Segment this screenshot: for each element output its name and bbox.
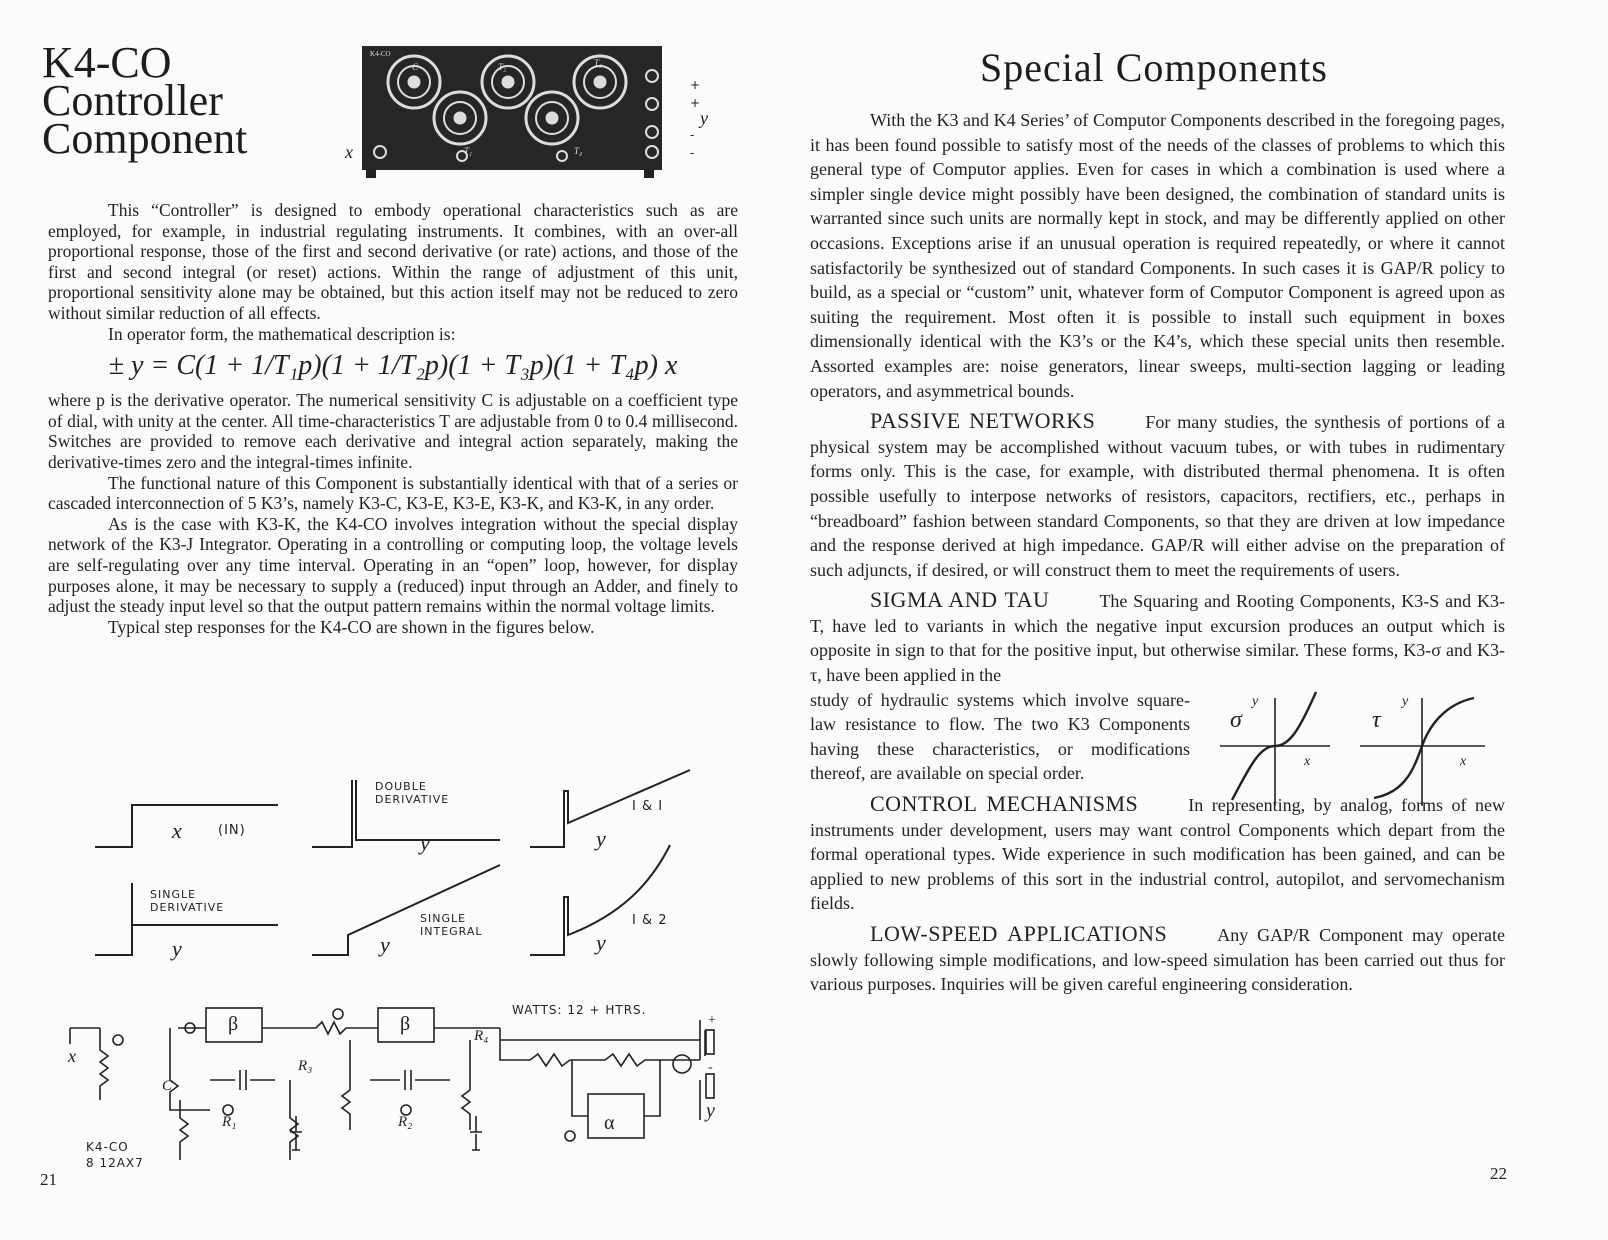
single-derivative-label: SINGLE DERIVATIVE [150,888,225,914]
alpha-box [588,1094,644,1138]
photo-minus: - [690,128,695,142]
paragraph: where p is the derivative operator. The numerical sensitivity C is adjustable on a coefficient type of dial, with unity at the center. All time-characteristics T are adjustable from 0 to 0.4 millisecond. Switches are provided to remove each derivative and integral action separately, making the derivative-times zero and the integral-times infinite. [48,390,738,472]
photo-y-label: y [700,108,708,128]
paragraph: As is the case with K3-K, the K4-CO involves integration without the special display network of the K3-J Integrator. Operating in a controlling or computing loop, the voltage levels are self-regulating over any time interval. Operating in an “open” loop, however, for display purposes alone, it may be necessary to supply a (reduced) input through an Adder, and finely to adjust the steady input level so that the output pattern remains within the normal voltage limits. [48,513,738,617]
sigma-x-label: x [1304,753,1311,769]
model-label: K4-CO [86,1140,129,1154]
page-title: Special Components [980,45,1328,90]
step-single-integ-curve [312,865,500,955]
step-y-label: y [596,930,606,955]
step-i-i-curve [530,770,690,847]
photo-x-label: x [345,142,353,162]
tau-y-label: y [1402,693,1409,709]
tubes-label: 8 12AX7 [86,1156,144,1170]
paragraph: In operator form, the mathematical description is: [108,323,456,344]
knob-label: C [412,62,419,72]
section-text: Any GAP/R Component may operate slowly following simple modifications, and low-speed simulation has been carried out thus for various purposes. Inquiries will be given careful engineering consideration. [810,925,1505,995]
left-body-text [48,200,738,637]
schematic-plus: + [708,1013,716,1028]
section-heading: LOW-SPEED APPLICATIONS [870,921,1168,946]
right-body-text [810,108,1505,1003]
r4-label: R₄ [474,1028,489,1044]
photo-plus: + [690,96,701,110]
title-line: Component [42,114,248,163]
passive-networks-paragraph [810,409,1505,582]
double-derivative-label: DOUBLE DERIVATIVE [375,780,450,806]
page-number: 21 [40,1170,57,1189]
c-label: C [162,1078,173,1094]
section-heading: SIGMA AND TAU [870,587,1050,613]
photo-plus: + [690,78,701,92]
paragraph: The functional nature of this Component is substantially identical with that of a series or cascaded interconnection of 5 K3’s, namely K3-C, K3-E, K3-E, K3-K, and K3-K, in any order. [48,472,738,514]
tau-x-label: x [1460,753,1467,769]
knob-label: T₃ [594,58,603,68]
single-integral-label: SINGLE INTEGRAL [420,912,483,938]
intro-paragraph: With the K3 and K4 Series’ of Computor Components described in the foregoing pages, it has been found possible to satisfy most of the needs of the classes of problems to which this general type of Computor applies. Even for cases in which a combination is used where a simpler single device might possibly have been designed, the combination of standard units is warranted since such units are normally kept in stock, and may be differently applied on other occasions. Exceptions arise if an unusual operation is required repeatedly, or where it cannot satisfactorily be synthesized out of standard Components. In such cases it is GAP/R policy to build, as a special or “custom” unit, whatever form of Computor Component is agreed upon as suiting the requirement. Most often it is possible to install such equipment in boxes dimensionally identical with the K3’s or the K4’s, which these special units then resemble. Assorted examples are: noise generators, linear sweeps, multi-section lagging or leading operators, and asymmetrical bounds. [810,110,1505,401]
i-2-label: I & 2 [632,913,668,928]
sigma-y-label: y [1252,693,1259,709]
r2-label: R₂ [398,1114,413,1130]
step-y-label: y [420,830,430,855]
section-text: The Squaring and Rooting Components, K3-S and K3-T, have led to variants in which the negative input excursion produces an output which is opposite in sign to that for the positive input, but otherwise similar. These forms, K3-σ and K3-τ, have been applied in the [810,591,1505,686]
step-input-curve [95,805,278,847]
schematic-minus: - [708,1060,713,1075]
section-text: study of hydraulic systems which involve square-law resistance to flow. The two K3 Components having these characteristics, or modifications thereof, are available on special order. [810,689,1190,784]
section-text: In representing, by analog, forms of new instruments under development, users may want control Components which depart from the formal operational types. Wide experience in such modification has been gained, and can be applied to new problems of this sort in the industrial control, autopilot, and servomechanism fields. [810,795,1505,914]
formula: ± y = C(1 + 1/T₁p)(1 + 1/T₂p)(1 + T₃p)(1 + T₄p) x [108,350,678,382]
paragraph: Typical step responses for the K4-CO are shown in the figures below. [108,616,595,637]
section-heading: CONTROL MECHANISMS [870,791,1139,817]
r3-label: R₃ [298,1058,313,1074]
i-i-label: I & I [632,799,664,814]
beta-label: β [228,1013,239,1035]
knob-label: T₂ [498,62,507,72]
section-text: For many studies, the synthesis of portions of a physical system may be accomplished without vacuum tubes, or with tubes in rudimentary forms only. This is the case, for example, with distributed thermal phenomena. It is often possible usefully to interpose networks of resistors, capacitors, rectifiers, etc., perhaps in “breadboard” fashion between standard Components, so that they are driven at low impedance and the response derived at high impedance. GAP/R will either advise on the preparation of such adjuncts, if desired, or will construct them to meet the requirements of users. [810,412,1505,580]
paragraph: This “Controller” is designed to embody operational characteristics such as are employed, for example, in industrial regulating instruments. It combines, with an over-all proportional response, those of the first and second derivative (or rate) actions, and those of the first and second integral (or reset) actions. Within the range of adjustment of this unit, proportional sensitivity alone may be obtained, but this action itself may not be reduced to zero without similar reduction of all effects. [48,200,738,323]
page-title [42,38,248,163]
step-y-label: y [380,932,390,957]
page-number: 22 [1490,1164,1507,1183]
sigma-symbol: σ [1230,706,1242,733]
watts-label: WATTS: 12 + HTRS. [512,1003,647,1017]
step-in-label: (IN) [218,823,246,838]
step-y-label: y [172,936,182,961]
r1-label: R₁ [222,1114,237,1130]
step-x-label: x [172,818,182,843]
sigma-tau-block [810,688,1505,786]
step-y-label: y [596,826,606,851]
right-page [800,0,1608,1240]
sigma-tau-paragraph [810,588,1505,687]
tau-symbol: τ [1372,706,1381,733]
title-line: Controller [42,76,223,125]
knob-label: T₁ [464,146,473,156]
photo-minus: - [690,146,695,160]
panel-label: K4-CO [370,50,391,58]
title-line: K4-CO [42,38,172,87]
alpha-label: α [604,1112,615,1134]
schematic-x-label: x [68,1046,76,1066]
left-page [0,0,790,1240]
beta-label: β [400,1013,411,1035]
controller-photo [362,46,662,182]
section-heading: PASSIVE NETWORKS [870,408,1096,434]
tau-curve [1374,698,1474,798]
low-speed-paragraph [810,922,1505,997]
schematic-y-label: y [706,1100,715,1122]
knob-label: T₄ [574,146,583,156]
